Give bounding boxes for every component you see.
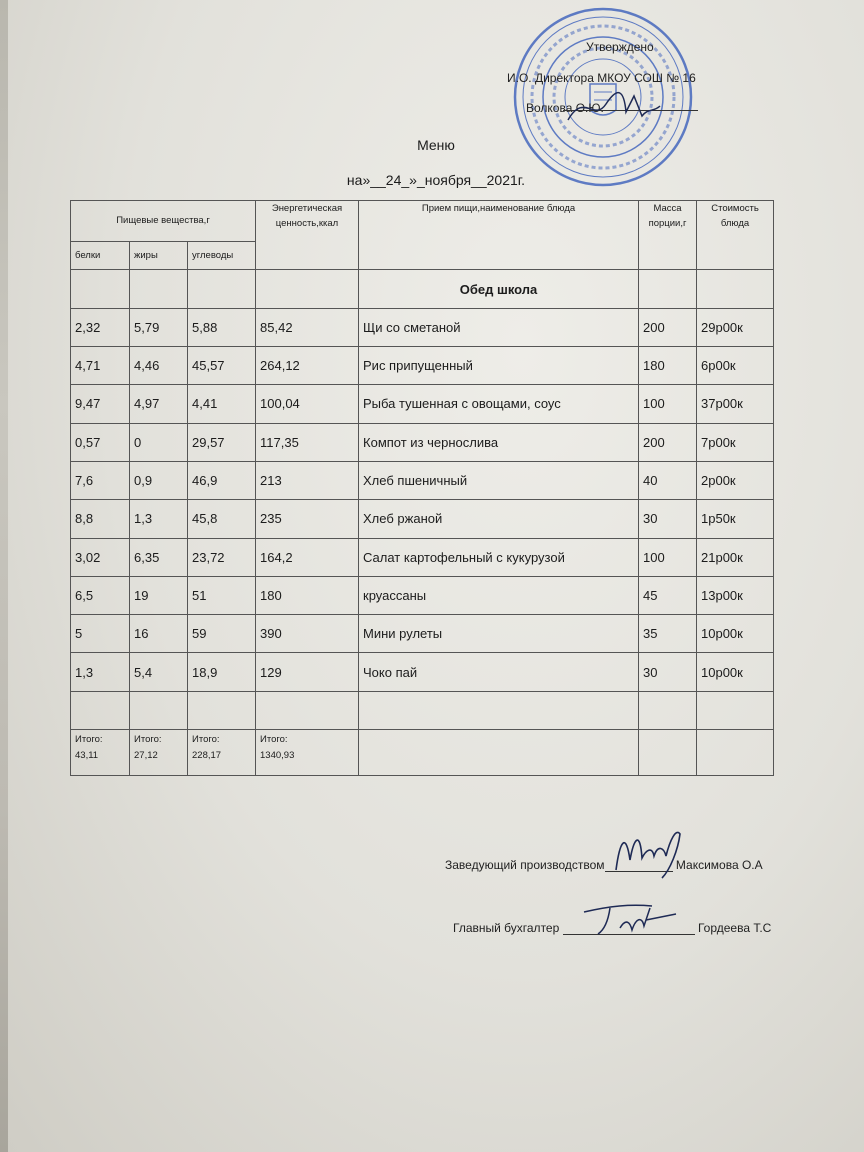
total-fat xyxy=(130,730,188,776)
cell-price: 29р00к xyxy=(697,308,774,346)
cell-protein: 0,57 xyxy=(71,423,130,461)
cell-energy: 129 xyxy=(256,653,359,691)
cell-dish: Рыба тушенная с овощами, соус xyxy=(359,385,639,423)
cell-dish: Чоко пай xyxy=(359,653,639,691)
cell-price: 37р00к xyxy=(697,385,774,423)
cell-price: 2р00к xyxy=(697,461,774,499)
totals-row xyxy=(71,730,774,776)
cell-dish: Хлеб ржаной xyxy=(359,500,639,538)
total-label: Итого: xyxy=(260,734,288,745)
cell-energy: 164,2 xyxy=(256,538,359,576)
total-protein-value: 43,11 xyxy=(75,750,99,762)
cell-fat: 0 xyxy=(130,423,188,461)
cell-dish: Рис припущенный xyxy=(359,347,639,385)
cell-price: 7р00к xyxy=(697,423,774,461)
total-energy xyxy=(256,730,359,776)
cell-carbs: 59 xyxy=(188,615,256,653)
cell-carbs: 18,9 xyxy=(188,653,256,691)
cell-energy: 213 xyxy=(256,461,359,499)
cell-carbs: 51 xyxy=(188,576,256,614)
cell-mass: 45 xyxy=(639,576,697,614)
cell-mass: 40 xyxy=(639,461,697,499)
cell-energy: 85,42 xyxy=(256,308,359,346)
table-row xyxy=(71,347,774,385)
cell-price: 10р00к xyxy=(697,615,774,653)
cell-dish: Щи со сметаной xyxy=(359,308,639,346)
cell-energy: 390 xyxy=(256,615,359,653)
total-label: Итого: xyxy=(134,734,162,745)
header-energy: Энергетическая ценность,ккал xyxy=(256,201,359,270)
empty-row xyxy=(71,691,774,729)
production-signature xyxy=(608,820,698,885)
header-price: Стоимость блюда xyxy=(697,201,774,270)
header-dish: Прием пищи,наименование блюда xyxy=(359,201,639,270)
approved-label: Утверждено xyxy=(586,40,654,54)
cell-mass: 35 xyxy=(639,615,697,653)
page-title: Меню xyxy=(417,137,455,153)
table-row xyxy=(71,385,774,423)
table-row xyxy=(71,576,774,614)
cell-price: 10р00к xyxy=(697,653,774,691)
cell-fat: 1,3 xyxy=(130,500,188,538)
cell-energy: 235 xyxy=(256,500,359,538)
table-row xyxy=(71,653,774,691)
cell-mass: 100 xyxy=(639,385,697,423)
cell-protein: 5 xyxy=(71,615,130,653)
header-nutrients: Пищевые вещества,г xyxy=(71,201,256,242)
cell-mass: 200 xyxy=(639,423,697,461)
cell-fat: 19 xyxy=(130,576,188,614)
accountant-signature xyxy=(580,898,680,943)
cell-mass: 100 xyxy=(639,538,697,576)
production-role: Заведующий производством xyxy=(445,858,605,872)
cell-mass: 30 xyxy=(639,653,697,691)
cell-dish: Мини рулеты xyxy=(359,615,639,653)
production-signature-block xyxy=(445,857,763,872)
total-carbs xyxy=(188,730,256,776)
cell-fat: 5,4 xyxy=(130,653,188,691)
cell-mass: 200 xyxy=(639,308,697,346)
header-protein: белки xyxy=(71,241,130,270)
section-row xyxy=(71,270,774,308)
cell-fat: 0,9 xyxy=(130,461,188,499)
cell-protein: 6,5 xyxy=(71,576,130,614)
cell-dish: Хлеб пшеничный xyxy=(359,461,639,499)
cell-energy: 117,35 xyxy=(256,423,359,461)
cell-fat: 4,97 xyxy=(130,385,188,423)
menu-table xyxy=(70,200,774,776)
table-row xyxy=(71,500,774,538)
cell-protein: 8,8 xyxy=(71,500,130,538)
cell-dish: Салат картофельный с кукурузой xyxy=(359,538,639,576)
document-page xyxy=(8,0,864,1152)
cell-protein: 3,02 xyxy=(71,538,130,576)
cell-protein: 1,3 xyxy=(71,653,130,691)
cell-energy: 180 xyxy=(256,576,359,614)
cell-carbs: 23,72 xyxy=(188,538,256,576)
table-row xyxy=(71,423,774,461)
cell-mass: 180 xyxy=(639,347,697,385)
cell-price: 6р00к xyxy=(697,347,774,385)
cell-protein: 2,32 xyxy=(71,308,130,346)
menu-date: на»__24_»_ноября__2021г. xyxy=(346,172,526,188)
cell-protein: 4,71 xyxy=(71,347,130,385)
cell-carbs: 5,88 xyxy=(188,308,256,346)
cell-price: 1р50к xyxy=(697,500,774,538)
accountant-role: Главный бухгалтер xyxy=(453,921,560,935)
cell-carbs: 4,41 xyxy=(188,385,256,423)
table-row xyxy=(71,615,774,653)
cell-mass: 30 xyxy=(639,500,697,538)
total-protein xyxy=(71,730,130,776)
total-energy-value: 1340,93 xyxy=(260,750,295,762)
accountant-name: Гордеева Т.С xyxy=(697,921,772,935)
header-fat: жиры xyxy=(130,241,188,270)
cell-fat: 6,35 xyxy=(130,538,188,576)
cell-energy: 100,04 xyxy=(256,385,359,423)
cell-fat: 4,46 xyxy=(130,347,188,385)
cell-dish: Компот из чернослива xyxy=(359,423,639,461)
header-carbs: углеводы xyxy=(188,241,256,270)
section-title: Обед школа xyxy=(359,270,639,308)
cell-protein: 7,6 xyxy=(71,461,130,499)
cell-price: 21р00к xyxy=(697,538,774,576)
header-mass: Масса порции,г xyxy=(639,201,697,270)
table-row xyxy=(71,461,774,499)
production-name: Максимова О.А xyxy=(675,858,763,872)
cell-carbs: 46,9 xyxy=(188,461,256,499)
total-label: Итого: xyxy=(75,734,103,745)
total-fat-value: 27,12 xyxy=(134,750,158,762)
approver-signature xyxy=(564,82,664,132)
table-row xyxy=(71,308,774,346)
cell-protein: 9,47 xyxy=(71,385,130,423)
approver-name: Волкова О.Ю. xyxy=(526,101,604,115)
cell-energy: 264,12 xyxy=(256,347,359,385)
cell-fat: 5,79 xyxy=(130,308,188,346)
cell-price: 13р00к xyxy=(697,576,774,614)
total-label: Итого: xyxy=(192,734,220,745)
approver-position: И.О. Директора МКОУ СОШ № 16 xyxy=(507,71,696,85)
cell-dish: круассаны xyxy=(359,576,639,614)
total-carbs-value: 228,17 xyxy=(192,750,222,762)
table-row xyxy=(71,538,774,576)
cell-carbs: 29,57 xyxy=(188,423,256,461)
cell-carbs: 45,57 xyxy=(188,347,256,385)
cell-fat: 16 xyxy=(130,615,188,653)
cell-carbs: 45,8 xyxy=(188,500,256,538)
